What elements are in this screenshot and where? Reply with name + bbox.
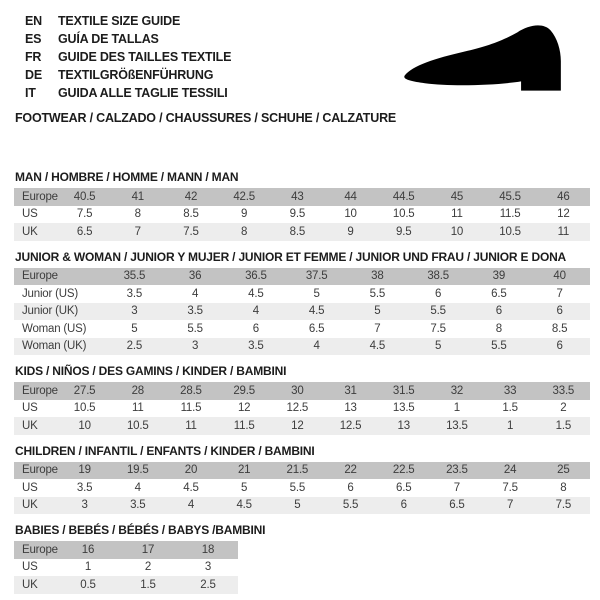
size-cell: 1.5 [555,419,572,432]
size-cell: 7.5 [555,499,572,512]
size-cell: 3 [131,305,138,318]
size-cell: 8 [495,322,502,335]
size-cell: 10 [450,225,464,238]
size-cell: 10.5 [73,402,96,415]
language-title: GUÍA DE TALLAS [58,32,159,46]
size-tables [0,170,600,594]
size-table-babies [14,541,238,594]
size-cell: 20 [184,464,198,477]
language-code: IT [25,86,36,100]
size-cell: 12 [237,402,251,415]
size-cell: 5.5 [342,499,359,512]
size-cell: 5.5 [430,305,446,318]
size-cell: 12 [557,208,570,221]
size-cell: 32 [450,384,464,397]
table-row [14,479,590,497]
size-cell: 31 [344,384,357,397]
size-table-kids [14,382,590,435]
size-cell: 12 [291,419,304,432]
language-title: GUIDA ALLE TAGLIE TESSILI [58,86,228,100]
size-cell: 25 [557,464,570,477]
table-row [14,497,590,515]
row-label: US [22,402,38,415]
size-cell: 6.5 [308,322,325,335]
table-title-babies: BABIES / BEBÉS / BÉBÉS / BABYS /BAMBINI [15,523,266,537]
table-row [14,559,238,577]
size-cell: 7.5 [76,208,93,221]
size-cell: 24 [503,464,517,477]
size-cell: 6 [347,481,354,494]
language-code: DE [25,68,42,82]
size-cell: 5.5 [369,287,386,300]
size-cell: 22.5 [392,464,415,477]
size-cell: 3.5 [126,287,143,300]
size-cell: 40 [553,270,566,283]
size-cell: 30 [291,384,304,397]
row-label: Europe [22,384,58,397]
table-row [14,188,590,206]
size-cell: 42 [184,190,198,203]
size-cell: 35.5 [123,270,146,283]
size-cell: 2 [560,402,567,415]
size-cell: 33.5 [552,384,575,397]
size-cell: 7 [506,499,514,512]
size-cell: 38.5 [427,270,449,283]
size-cell: 7 [134,225,141,238]
size-cell: 6 [495,305,502,318]
table-row [14,223,590,241]
size-cell: 4 [134,481,141,494]
language-code: EN [25,14,42,28]
size-cell: 1 [453,402,460,415]
size-table-children [14,462,590,515]
size-cell: 23.5 [446,464,468,477]
size-cell: 31.5 [392,384,415,397]
row-label: Woman (UK) [22,340,87,353]
size-cell: 11 [185,419,197,432]
size-cell: 13 [397,419,410,432]
size-cell: 3 [81,499,88,512]
row-label: UK [22,419,38,432]
size-table-junior-woman [14,268,590,356]
language-title: TEXTILGRÖßENFÜHRUNG [58,68,214,82]
size-cell: 9 [347,225,354,238]
size-cell: 11 [557,225,570,238]
row-label: UK [22,578,38,591]
table-row [14,338,590,356]
size-cell: 3.5 [248,340,264,353]
size-cell: 3 [204,561,212,574]
size-cell: 5.5 [187,322,203,335]
row-label: US [22,208,38,221]
size-cell: 7.5 [430,322,446,335]
language-code: ES [25,32,42,46]
row-label: Junior (US) [22,287,78,300]
size-cell: 3.5 [130,499,146,512]
category-heading: FOOTWEAR / CALZADO / CHAUSSURES / SCHUHE / CALZATURE [15,111,397,125]
row-label: Woman (US) [22,322,87,335]
size-cell: 4 [192,287,199,300]
size-cell: 6 [556,340,563,353]
size-cell: 11.5 [233,419,255,432]
size-cell: 5 [294,499,301,512]
size-cell: 17 [141,543,155,556]
table-row [14,382,590,400]
table-section-children [14,444,600,515]
size-cell: 6.5 [76,225,93,238]
table-title-man: MAN / HOMBRE / HOMME / MANN / MAN [15,170,239,184]
row-label: Europe [22,190,58,203]
size-cell: 42.5 [233,190,255,203]
size-cell: 36 [188,270,202,283]
size-cell: 1 [84,561,92,574]
shoe-icon [393,24,577,98]
size-cell: 12.5 [286,402,309,415]
size-cell: 45.5 [499,190,521,203]
size-cell: 4.5 [308,305,325,318]
row-label: UK [22,499,38,512]
size-cell: 5 [435,340,442,353]
size-cell: 4.5 [369,340,386,353]
table-row [14,206,590,224]
size-cell: 21.5 [286,464,309,477]
size-cell: 3 [192,340,199,353]
table-section-babies [14,523,600,594]
size-table-man [14,188,590,241]
size-cell: 13.5 [446,419,468,432]
size-cell: 2.5 [126,340,143,353]
size-cell: 2.5 [200,578,216,591]
row-label: Europe [22,464,58,477]
size-cell: 1.5 [140,578,156,591]
size-cell: 2 [144,561,152,574]
size-cell: 7 [556,287,563,300]
size-cell: 10 [344,208,357,221]
size-cell: 44.5 [392,190,415,203]
size-cell: 19.5 [126,464,149,477]
table-row [14,285,590,303]
size-cell: 6.5 [491,287,507,300]
size-cell: 21 [237,464,251,477]
size-cell: 6 [252,322,259,335]
table-row [14,417,590,435]
size-cell: 11 [132,402,144,415]
size-cell: 7 [374,322,381,335]
size-cell: 5 [131,322,138,335]
table-title-junior-woman: JUNIOR & WOMAN / JUNIOR Y MUJER / JUNIOR ET FEMME / JUNIOR UND FRAU / JUNIOR E DONA [15,249,567,264]
size-cell: 4 [187,499,195,512]
language-title: TEXTILE SIZE GUIDE [58,14,181,28]
size-cell: 10 [78,419,91,432]
table-row [14,320,590,338]
size-cell: 4.5 [236,499,252,512]
size-cell: 40.5 [73,190,96,203]
size-cell: 8.5 [551,322,568,335]
size-cell: 4.5 [248,287,264,300]
size-cell: 41 [131,190,144,203]
size-cell: 6 [400,499,407,512]
row-label: Europe [22,543,58,556]
language-code: FR [25,50,42,64]
row-label: UK [22,225,38,238]
size-cell: 33 [503,384,517,397]
size-cell: 5 [313,287,320,300]
size-cell: 4 [313,340,320,353]
size-cell: 29.5 [233,384,255,397]
size-cell: 36.5 [245,270,267,283]
table-row [14,268,590,286]
size-cell: 10.5 [126,419,149,432]
size-cell: 6 [556,305,563,318]
row-label: US [22,481,38,494]
size-cell: 12.5 [339,419,362,432]
size-cell: 10.5 [499,225,521,238]
size-cell: 9.5 [396,225,412,238]
size-cell: 5.5 [491,340,507,353]
table-row [14,576,238,594]
size-cell: 9.5 [289,208,306,221]
size-cell: 8.5 [289,225,306,238]
table-section-man [14,170,600,241]
size-cell: 39 [492,270,506,283]
size-cell: 7.5 [183,225,199,238]
size-cell: 13 [344,402,357,415]
size-cell: 22 [344,464,357,477]
size-cell: 6.5 [449,499,465,512]
language-title: GUIDE DES TAILLES TEXTILE [58,50,232,64]
size-cell: 0.5 [80,578,96,591]
size-cell: 8 [134,208,141,221]
table-row [14,400,590,418]
size-cell: 37.5 [305,270,328,283]
size-cell: 28.5 [180,384,202,397]
table-row [14,462,590,480]
size-cell: 46 [557,190,570,203]
size-cell: 27.5 [73,384,96,397]
size-cell: 13.5 [392,402,415,415]
size-cell: 7.5 [502,481,518,494]
size-cell: 5 [241,481,248,494]
size-cell: 9 [241,208,248,221]
row-label: Junior (UK) [22,305,78,318]
size-cell: 10.5 [392,208,415,221]
size-cell: 11.5 [180,402,202,415]
size-cell: 4 [252,305,259,318]
table-section-junior-woman [14,250,600,356]
size-cell: 4.5 [183,481,199,494]
table-title-children: CHILDREN / INFANTIL / ENFANTS / KINDER / BAMBINI [15,443,315,458]
table-section-kids [14,364,600,435]
size-cell: 8 [241,225,248,238]
size-cell: 8.5 [183,208,199,221]
size-cell: 11 [451,208,463,221]
size-cell: 1.5 [502,402,518,415]
table-row [14,541,238,559]
size-cell: 5 [374,305,381,318]
size-cell: 6.5 [396,481,412,494]
size-cell: 43 [291,190,304,203]
size-cell: 5.5 [289,481,306,494]
size-cell: 38 [371,270,384,283]
size-cell: 45 [450,190,464,203]
size-cell: 7 [453,481,460,494]
size-cell: 44 [344,190,357,203]
table-row [14,303,590,321]
size-cell: 6 [435,287,442,300]
size-cell: 11.5 [499,208,521,221]
size-cell: 8 [560,481,567,494]
size-cell: 18 [201,543,215,556]
size-cell: 16 [81,543,95,556]
row-label: Europe [22,270,58,283]
size-cell: 3.5 [76,481,93,494]
size-cell: 3.5 [187,305,203,318]
size-cell: 1 [506,419,514,432]
table-title-kids: KIDS / NIÑOS / DES GAMINS / KINDER / BAMBINI [15,364,287,378]
size-cell: 28 [131,384,144,397]
size-cell: 19 [78,464,91,477]
row-label: US [22,561,38,574]
